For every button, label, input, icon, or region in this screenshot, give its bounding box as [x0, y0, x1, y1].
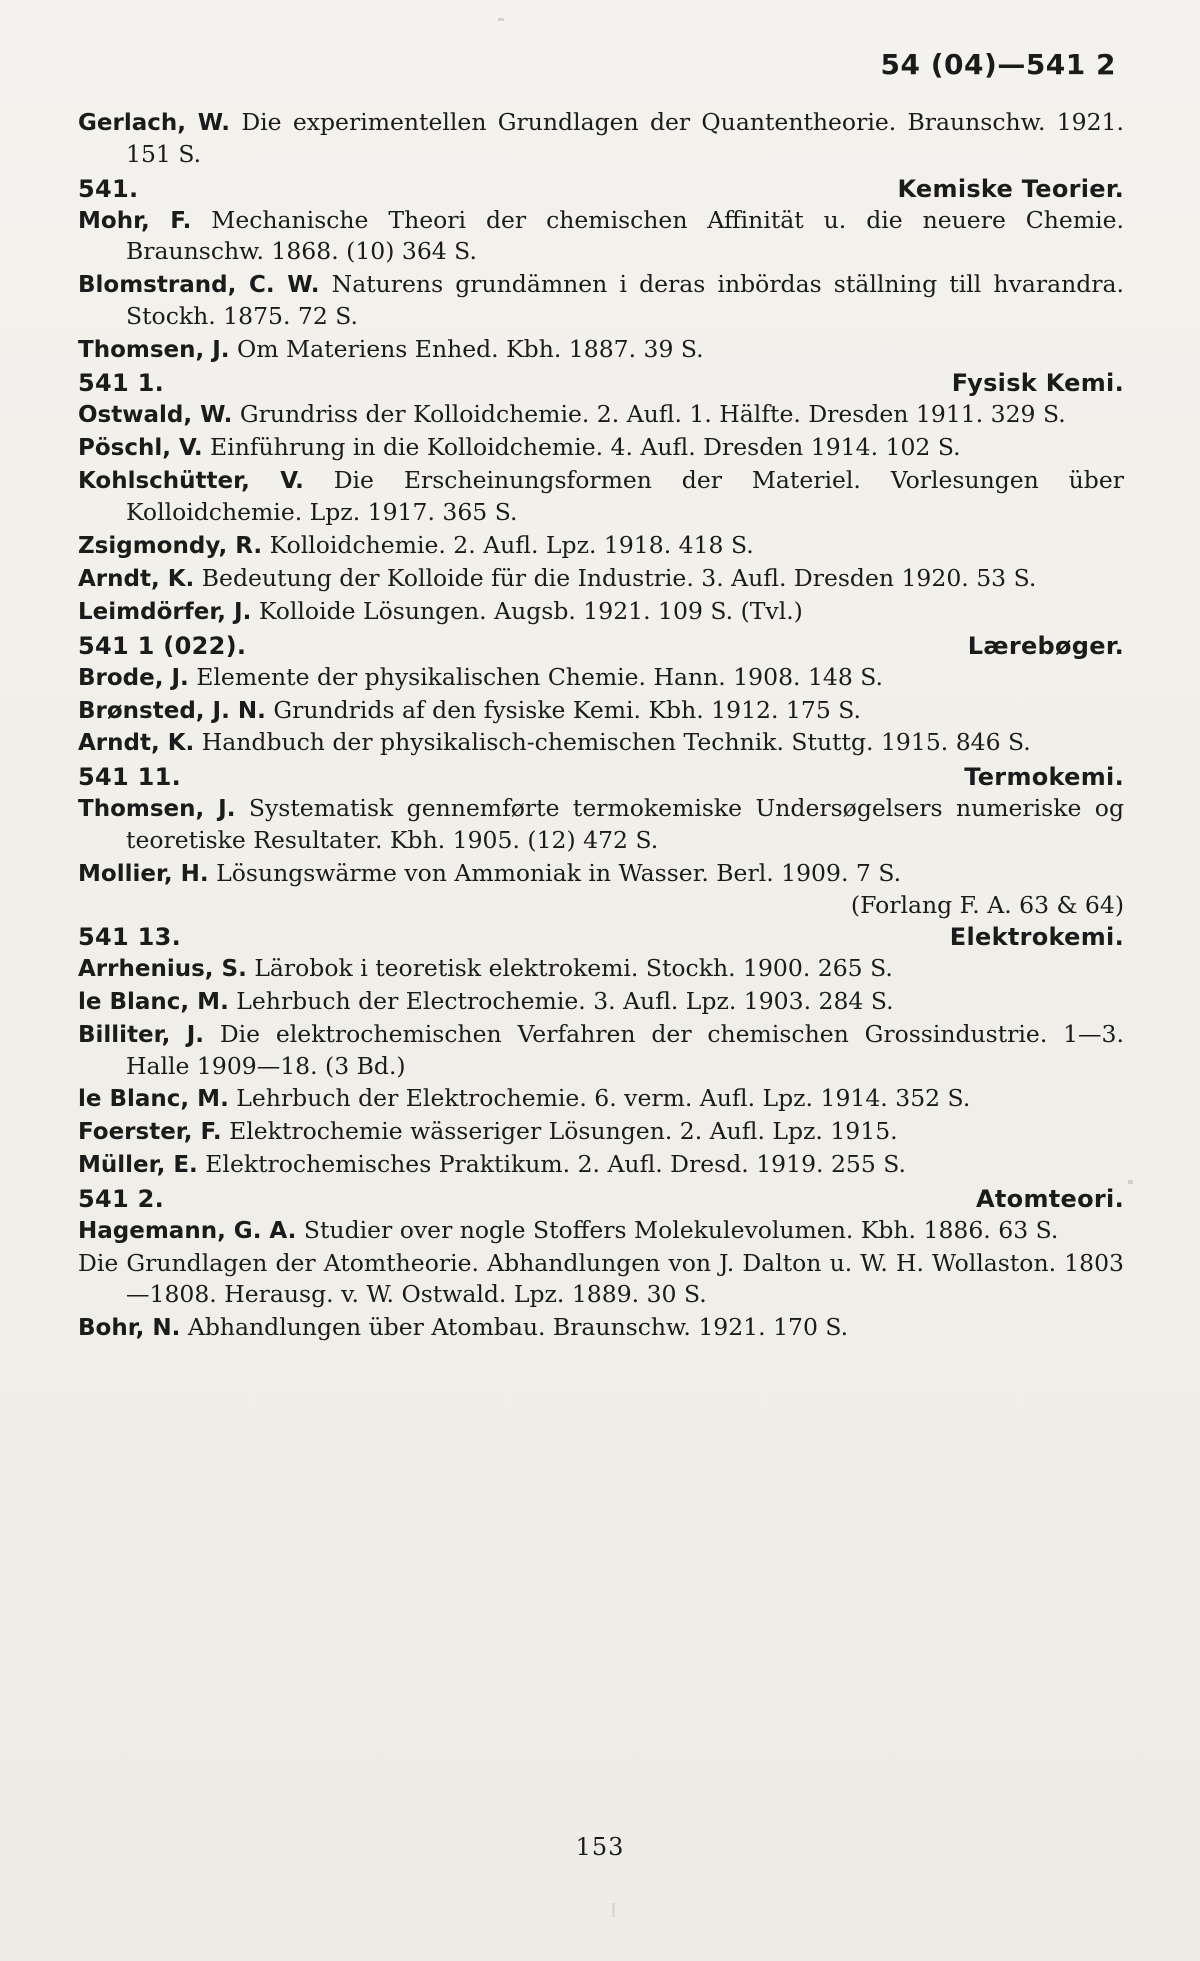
- bibliography-entry: [78, 1083, 1124, 1115]
- class-number: 541 2.: [78, 1184, 165, 1213]
- entry-author: Foerster, F.: [78, 1119, 222, 1146]
- entry-title: Kolloide Lösungen. Augsb. 1921. 109 S. (Tvl.): [258, 596, 803, 625]
- bibliography-entry: [78, 953, 1124, 985]
- entry-author: Müller, E.: [78, 1152, 198, 1178]
- class-heading: [78, 632, 1124, 660]
- entry-title: Handbuch der physikalisch-chemischen Technik. Stuttg. 1915. 846 S.: [201, 728, 1031, 757]
- bibliography-entry: [78, 1149, 1124, 1181]
- entry-title: Abhandlungen über Atombau. Braunschw. 1921. 170 S.: [187, 1313, 849, 1342]
- bibliography-entry: [78, 334, 1124, 366]
- class-heading: [78, 763, 1124, 791]
- entry-author: Ostwald, W.: [78, 402, 233, 429]
- entry-title: Studier over nogle Stoffers Molekulevolumen. Kbh. 1886. 63 S.: [303, 1215, 1059, 1244]
- class-number: 541.: [78, 174, 139, 203]
- class-caption: Lærebøger.: [967, 631, 1124, 660]
- entry-title: Mechanische Theori der chemischen Affinität u. die neuere Chemie. Braunschw. 1868. (10) 364 S.: [126, 205, 1124, 266]
- entry-title: Elektrochemie wässeriger Lösungen. 2. Aufl. Lpz. 1915.: [229, 1117, 898, 1146]
- entry-title: Grundrids af den fysiske Kemi. Kbh. 1912. 175 S.: [273, 695, 861, 724]
- class-heading: [78, 369, 1124, 397]
- bibliography-entry: [78, 662, 1124, 694]
- page-content: [78, 48, 1124, 1345]
- entry-author: Arndt, K.: [78, 730, 195, 757]
- class-caption: Termokemi.: [964, 763, 1124, 792]
- entry-author: Blomstrand, C. W.: [78, 272, 320, 299]
- bibliography-list: [78, 107, 1124, 1344]
- bibliography-entry: [78, 465, 1124, 529]
- entry-author: Arndt, K.: [78, 565, 195, 592]
- class-number: 541 1 (022).: [78, 631, 247, 660]
- entry-author: Kohlschütter, V.: [78, 468, 304, 495]
- running-head: 54 (04)—541 2: [880, 48, 1116, 81]
- entry-author: Thomsen, J.: [78, 336, 230, 363]
- entry-author: Mohr, F.: [78, 207, 192, 234]
- paper-speck: [1128, 1180, 1133, 1184]
- bibliography-entry: [78, 205, 1124, 269]
- entry-title: Elektrochemisches Praktikum. 2. Aufl. Dresd. 1919. 255 S.: [205, 1150, 907, 1178]
- paper-speck: [612, 1903, 615, 1917]
- bibliography-entry: [78, 563, 1124, 595]
- entry-author: Thomsen, J.: [78, 796, 236, 823]
- entry-title: Systematisk gennemførte termokemiske Undersøgelsers numeriske og teoretiske Resultater. Kbh. 1905. (12) 472 S.: [126, 794, 1124, 855]
- entry-author: le Blanc, M.: [78, 1086, 229, 1113]
- entry-title: Einführung in die Kolloidchemie. 4. Aufl. Dresden 1914. 102 S.: [210, 433, 961, 462]
- class-caption: Kemiske Teorier.: [897, 174, 1124, 203]
- class-heading: [78, 1185, 1124, 1213]
- entry-title: Om Materiens Enhed. Kbh. 1887. 39 S.: [237, 334, 704, 363]
- entry-title: Lösungswärme von Ammoniak in Wasser. Berl. 1909. 7 S.: [216, 858, 902, 887]
- bibliography-entry: [78, 596, 1124, 628]
- entry-author: Leimdörfer, J.: [78, 598, 252, 625]
- bibliography-entry: [78, 727, 1124, 759]
- entry-title: Elemente der physikalischen Chemie. Hann. 1908. 148 S.: [196, 662, 884, 691]
- bibliography-entry: [78, 1312, 1124, 1344]
- bibliography-entry: [78, 107, 1124, 171]
- bibliography-entry: [78, 858, 1124, 890]
- entry-title: Die Erscheinungsformen der Materiel. Vorlesungen über Kolloidchemie. Lpz. 1917. 365 S.: [126, 466, 1124, 527]
- entry-author: le Blanc, M.: [78, 988, 229, 1015]
- bibliography-entry: [78, 269, 1124, 333]
- class-heading: [78, 175, 1124, 203]
- entry-title: Die elektrochemischen Verfahren der chemischen Grossindustrie. 1—3. Halle 1909—18. (3 Bd.): [126, 1019, 1124, 1080]
- entry-author: Arrhenius, S.: [78, 955, 247, 982]
- entry-author: Hagemann, G. A.: [78, 1217, 297, 1244]
- bibliography-entry: [78, 399, 1124, 431]
- class-caption: Elektrokemi.: [949, 922, 1124, 951]
- entry-note: (Forlang F. A. 63 & 64): [850, 890, 1124, 919]
- entry-title: Lärobok i teoretisk elektrokemi. Stockh. 1900. 265 S.: [254, 953, 893, 982]
- class-number: 541 11.: [78, 763, 182, 792]
- entry-author: Pöschl, V.: [78, 435, 203, 462]
- entry-author: Mollier, H.: [78, 860, 209, 887]
- entry-author: Bohr, N.: [78, 1315, 181, 1342]
- entry-title: Grundriss der Kolloidchemie. 2. Aufl. 1. Hälfte. Dresden 1911. 329 S.: [239, 400, 1066, 429]
- bibliography-entry: [78, 1248, 1124, 1311]
- entry-title: Kolloidchemie. 2. Aufl. Lpz. 1918. 418 S.: [269, 530, 754, 559]
- bibliography-entry: [78, 1019, 1124, 1083]
- bibliography-entry: [78, 1215, 1124, 1247]
- class-caption: Atomteori.: [976, 1184, 1124, 1213]
- entry-title: Die Grundlagen der Atomtheorie. Abhandlungen von J. Dalton u. W. H. Wollaston. 1803—1808. Herausg. v. W. Ostwald. Lpz. 1889. 30 S.: [78, 1248, 1124, 1309]
- page-number: 153: [575, 1833, 625, 1861]
- entry-title: Lehrbuch der Electrochemie. 3. Aufl. Lpz. 1903. 284 S.: [236, 986, 894, 1015]
- bibliography-entry: [78, 695, 1124, 727]
- entry-author: Billiter, J.: [78, 1021, 204, 1048]
- entry-title: Naturens grundämnen i deras inbördas ställning till hvarandra. Stockh. 1875. 72 S.: [126, 270, 1124, 330]
- entry-author: Brønsted, J. N.: [78, 697, 266, 724]
- entry-title: Die experimentellen Grundlagen der Quantentheorie. Braunschw. 1921. 151 S.: [126, 108, 1124, 168]
- class-number: 541 1.: [78, 369, 165, 398]
- entry-title: Lehrbuch der Elektrochemie. 6. verm. Aufl. Lpz. 1914. 352 S.: [236, 1084, 971, 1113]
- class-heading: [78, 923, 1124, 951]
- bibliography-entry: [78, 793, 1124, 857]
- bibliography-entry: [78, 1116, 1124, 1148]
- entry-author: Zsigmondy, R.: [78, 532, 263, 559]
- class-number: 541 13.: [78, 922, 182, 951]
- bibliography-entry: [78, 986, 1124, 1018]
- paper-speck: [498, 18, 504, 21]
- entry-author: Brode, J.: [78, 664, 189, 691]
- bibliography-entry: [78, 432, 1124, 464]
- entry-title: Bedeutung der Kolloide für die Industrie. 3. Aufl. Dresden 1920. 53 S.: [201, 563, 1037, 592]
- bibliography-entry: [78, 530, 1124, 562]
- entry-author: Gerlach, W.: [78, 110, 231, 136]
- class-caption: Fysisk Kemi.: [951, 369, 1124, 398]
